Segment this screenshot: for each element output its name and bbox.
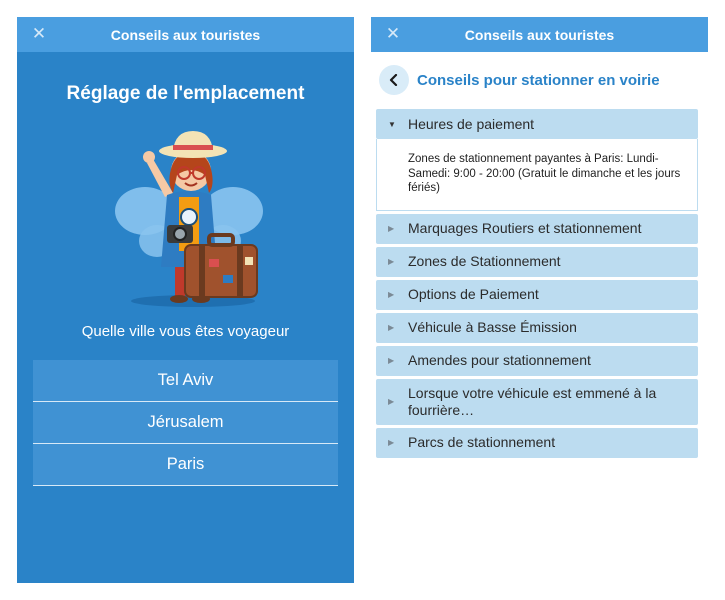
caret-right-icon: ▶ xyxy=(388,323,395,332)
section-label: Marquages Routiers et stationnement xyxy=(408,220,642,236)
close-icon[interactable]: ✕ xyxy=(385,24,401,43)
section-label: Heures de paiement xyxy=(408,115,535,132)
chevron-left-icon xyxy=(388,74,400,86)
section-zones-de-stationnement[interactable] xyxy=(376,247,698,277)
section-fourriere[interactable] xyxy=(376,379,698,425)
section-label: Véhicule à Basse Émission xyxy=(408,319,577,335)
section-label: Lorsque votre véhicule est emmené à la fourrière… xyxy=(408,384,657,418)
caret-right-icon: ▶ xyxy=(388,397,395,406)
caret-right-icon: ▶ xyxy=(388,356,395,365)
title-bar xyxy=(371,17,708,52)
section-amendes[interactable] xyxy=(376,346,698,376)
back-button[interactable] xyxy=(379,65,409,95)
section-heures-de-paiement[interactable] xyxy=(376,109,698,139)
caret-down-icon: ▼ xyxy=(388,119,396,129)
city-option-paris[interactable]: Paris xyxy=(33,444,338,486)
section-label: Amendes pour stationnement xyxy=(408,352,591,368)
location-settings-screen xyxy=(17,17,354,583)
city-option-jerusalem[interactable]: Jérusalem xyxy=(33,402,338,444)
page-title: Réglage de l'emplacement xyxy=(66,83,305,104)
section-parcs-de-stationnement[interactable] xyxy=(376,428,698,458)
close-icon[interactable]: ✕ xyxy=(31,24,47,43)
city-option-tel-aviv[interactable]: Tel Aviv xyxy=(33,360,338,402)
caret-right-icon: ▶ xyxy=(388,224,395,233)
section-label: Parcs de stationnement xyxy=(408,434,556,450)
tips-accordion xyxy=(376,109,698,461)
section-options-de-paiement[interactable] xyxy=(376,280,698,310)
section-label: Options de Paiement xyxy=(408,286,539,302)
section-content: Zones de stationnement payantes à Paris: Lundi-Samedi: 9:00 - 20:00 (Gratuit le dimanche et les jours fériés) xyxy=(376,139,698,211)
app-title: Conseils aux touristes xyxy=(464,26,615,43)
section-vehicule-basse-emission[interactable] xyxy=(376,313,698,343)
app-title: Conseils aux touristes xyxy=(110,26,261,43)
city-list xyxy=(33,360,338,486)
parking-tips-screen xyxy=(371,17,708,583)
caret-right-icon: ▶ xyxy=(388,290,395,299)
city-question: Quelle ville vous êtes voyageur xyxy=(81,323,290,340)
page-header xyxy=(379,65,660,95)
caret-right-icon: ▶ xyxy=(388,438,395,447)
title-bar xyxy=(17,17,354,52)
section-marquages-routiers[interactable] xyxy=(376,214,698,244)
fairy-tourist-icon xyxy=(105,119,275,309)
caret-right-icon: ▶ xyxy=(388,257,395,266)
page-title: Conseils pour stationner en voirie xyxy=(417,71,660,89)
section-label: Zones de Stationnement xyxy=(408,253,561,269)
